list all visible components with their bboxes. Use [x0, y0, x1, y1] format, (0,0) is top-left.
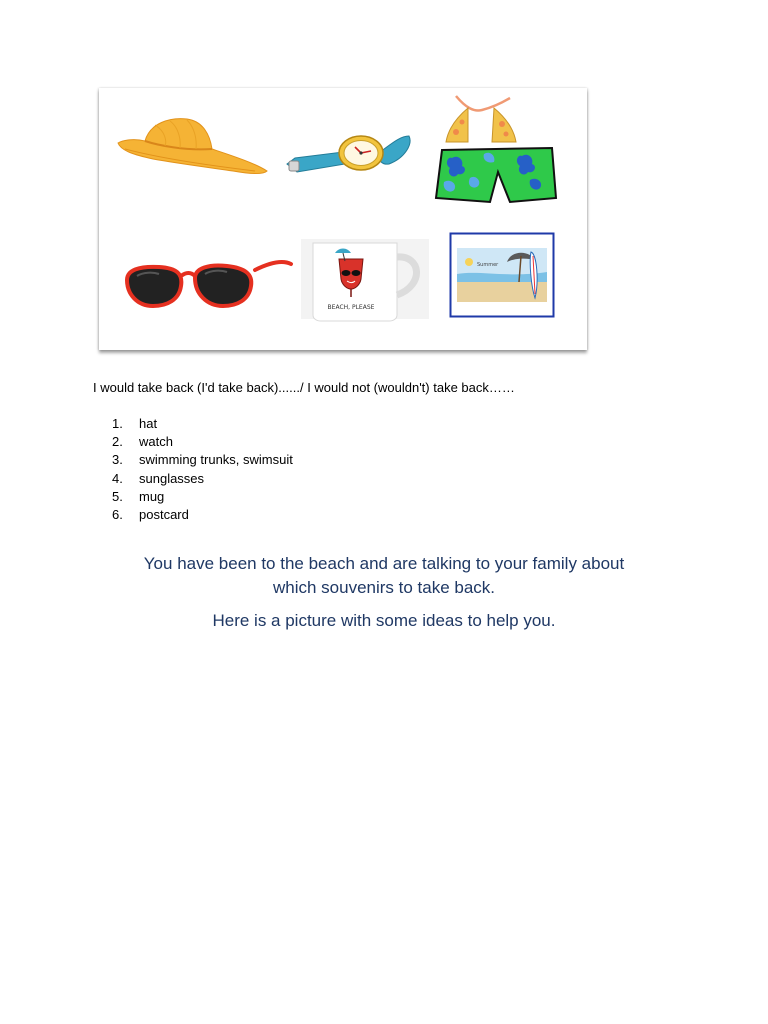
instruction-text: [0, 552, 768, 600]
list-item-label: mug: [139, 488, 165, 504]
list-item-label: postcard: [139, 506, 189, 522]
mug-icon: [295, 235, 435, 323]
sunglasses-icon: [123, 248, 295, 312]
list-item-label: hat: [139, 416, 158, 431]
answer-template: I would take back (I'd take back)....../ I would not (wouldn't) take back……: [93, 380, 515, 395]
list-item: 1. hat: [112, 416, 158, 431]
instruction-line-3: Here is a picture with some ideas to help you.: [212, 611, 556, 630]
instruction-line-2: which souvenirs to take back.: [272, 578, 496, 597]
mug-caption: BEACH, PLEASE: [327, 304, 375, 311]
list-item: 2. watch: [112, 434, 173, 450]
wristwatch-icon: [285, 130, 415, 180]
souvenir-picture: [99, 88, 587, 350]
souvenir-list: [112, 415, 293, 524]
list-item: 4. sunglasses: [112, 470, 205, 486]
list-item: 6. postcard: [112, 506, 189, 522]
list-item: 5. mug: [112, 488, 165, 504]
list-item: 3. swimming trunks, swimsuit: [112, 452, 293, 468]
instruction-line-1: You have been to the beach and are talking to your family about: [143, 554, 625, 573]
postcard-caption: Summer: [477, 262, 499, 268]
list-item-label: watch: [139, 434, 173, 450]
postcard-icon: [449, 232, 555, 318]
swimwear-icon: [434, 94, 559, 206]
straw-hat-icon: [115, 113, 270, 178]
list-item-label: swimming trunks, swimsuit: [139, 452, 293, 468]
list-item-label: sunglasses: [139, 470, 205, 486]
